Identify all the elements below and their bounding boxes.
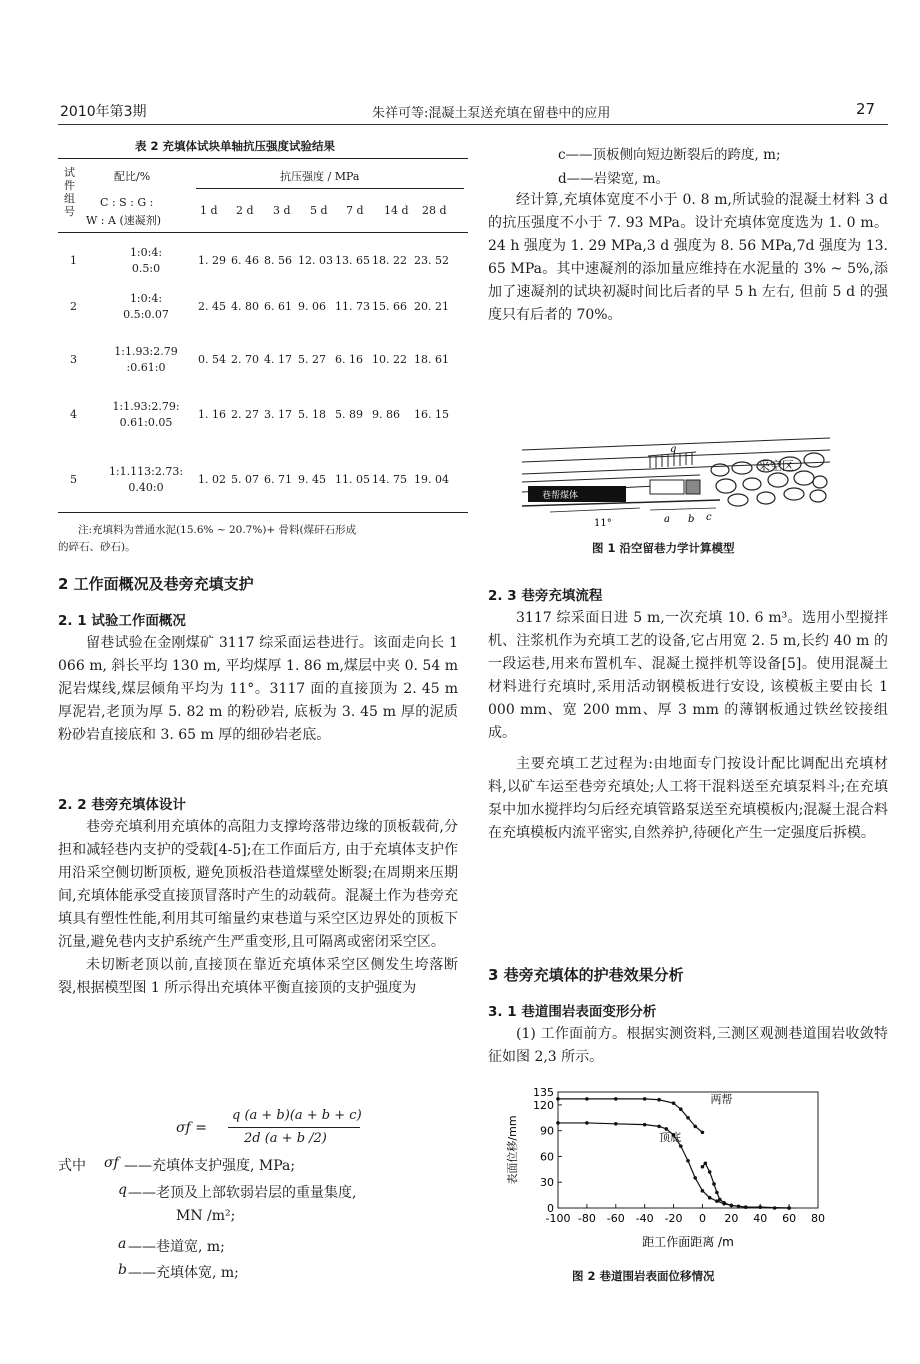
table-cell-value: 0. 54: [198, 353, 226, 366]
section-2-3-paragraph-2: 主要充填工艺过程为:由地面专门按设计配比调配出充填材料,以矿车运至巷旁充填处;人工将干混料送至充填泵料斗;在充填泵中加水搅拌均匀后经充填管路泵送至充填模板内;混凝土混合料在充填模板内流平密实,自然养护,待硬化产生一定强度后拆模。: [488, 756, 888, 841]
label-angle: 11°: [594, 518, 612, 529]
label-a: a: [664, 514, 670, 525]
x-tick-label: -40: [635, 1212, 654, 1225]
table-col-group-label: 试件组号: [64, 166, 75, 218]
table-row-ratio-line2: 0.40:0: [128, 481, 164, 494]
section-2-3-body: [488, 607, 888, 845]
table-cell-value: 15. 66: [372, 300, 407, 313]
table-row-id: 4: [70, 408, 77, 421]
label-pillar: 巷帮煤体: [542, 491, 579, 501]
table-cell-value: 20. 21: [414, 300, 449, 313]
data-point: [643, 1123, 647, 1127]
section-2-1-paragraph: 留巷试验在金刚煤矿 3117 综采面运巷进行。该面走向长 1 066 m, 斜长平均 130 m, 平均煤厚 1. 86 m,煤层中夹 0. 54 m 泥岩煤线,煤层倾角平均为 11°。3117 面的直接顶为 2. 45 m 厚泥岩,老顶为厚 5. 82 m 的粉砂岩, 底板为 3. 45 m 厚的泥质粉砂岩直接底和 3. 65 m 厚的细砂岩老底。: [58, 635, 458, 743]
formula-numerator: q (a + b)(a + b + c): [232, 1108, 362, 1123]
x-tick-label: 0: [698, 1212, 706, 1225]
data-point: [614, 1122, 618, 1126]
table-day-header: 5 d: [310, 204, 328, 217]
figure-1-model: [520, 430, 832, 530]
figure-2-chart: [496, 1080, 846, 1275]
definition-text: ——充填体宽, m;: [128, 1265, 239, 1281]
table-row-ratio-line1: 1:1.113:2.73:: [108, 465, 184, 478]
table-cell-value: 9. 86: [372, 408, 400, 421]
table-row-ratio-line2: 0.61:0.05: [119, 416, 173, 429]
y-tick-label: 135: [533, 1086, 554, 1099]
table-strength-subrule: [196, 188, 464, 189]
table-col-ratio-label: 配比/%: [114, 170, 151, 183]
data-point: [744, 1205, 748, 1209]
definition-text: ——巷道宽, m;: [128, 1239, 225, 1255]
data-point: [585, 1097, 589, 1101]
x-tick-label: 40: [753, 1212, 768, 1225]
figure-1-caption: 图 1 沿空留巷力学计算模型: [592, 541, 735, 555]
series-line: [558, 1099, 702, 1133]
x-tick-label: -100: [545, 1212, 571, 1225]
table-header-rule: [58, 232, 468, 233]
def-c: c——顶板侧向短边断裂后的跨度, m;: [558, 147, 781, 163]
section-2-title: 2 工作面概况及巷旁充填支护: [58, 575, 254, 593]
table-cell-value: 14. 75: [372, 473, 407, 486]
data-point: [686, 1116, 690, 1120]
table-caption: 表 2 充填体试块单轴抗压强度试验结果: [135, 139, 336, 153]
table-cell-value: 12. 03: [298, 254, 333, 267]
x-tick-label: 60: [782, 1212, 797, 1225]
table-cell-value: 11. 05: [335, 473, 370, 486]
table-cell-value: 16. 15: [414, 408, 449, 421]
definition-text: ——老顶及上部软弱岩层的重量集度,: [128, 1185, 357, 1201]
table-row-id: 1: [70, 254, 77, 267]
section-2-2-title: 2. 2 巷旁充填体设计: [58, 797, 186, 813]
table-row-ratio-line2: :0.61:0: [126, 361, 166, 374]
section-2-2-paragraph-1: 巷旁充填利用充填体的高阻力支撑垮落带边缘的顶板载荷,分担和减轻巷内支护的受载[4-5];在工作面后方, 由于充填体支护作用沿采空侧切断顶板, 避免顶板沿巷道煤壁处断裂;在周期来压期间,充填体能承受直接顶冒落时产生的动载荷。混凝土作为巷旁充填具有塑性性能,利用其可缩量约束巷道与采空区边界处的顶板下沉量,避免巷内支护系统产生严重变形,且可隔离或密闭采空区。: [58, 819, 458, 950]
formula-fraction-bar: [228, 1127, 360, 1128]
data-point: [585, 1121, 589, 1125]
header-title: 朱祥可等:混凝土泵送充填在留巷中的应用: [372, 106, 611, 121]
x-axis-label: 距工作面距离 /m: [642, 1235, 734, 1249]
plot-frame: [558, 1092, 818, 1208]
definition-text: MN /m²;: [176, 1208, 236, 1224]
table-cell-value: 5. 07: [231, 473, 259, 486]
table-day-header: 3 d: [273, 204, 291, 217]
data-point: [701, 1131, 705, 1135]
figure-2-caption: 图 2 巷道围岩表面位移情况: [572, 1269, 715, 1283]
section-2-2-body: [58, 816, 458, 1000]
table-cell-value: 4. 80: [231, 300, 259, 313]
table-row-id: 3: [70, 353, 77, 366]
table-cell-value: 13. 65: [335, 254, 370, 267]
data-point: [722, 1201, 726, 1205]
section-2-3-paragraph-1: 3117 综采面日进 5 m,一次充填 10. 6 m³。选用小型搅拌机、注浆机作为充填工艺的设备,它占用宽 2. 5 m,长约 40 m 的一段运巷,用来布置机车、混凝土搅拌机等设备[5]。使用混凝土材料进行充填时,采用活动钢模板进行安设, 该模板主要由长 1 000 mm、宽 200 mm、厚 3 mm 的薄钢板通过铁丝铰接组成。: [488, 610, 888, 741]
table-row-ratio-line1: 1:1.93:2.79:: [112, 400, 180, 413]
table-cell-value: 19. 04: [414, 473, 449, 486]
section-3-1-title: 3. 1 巷道围岩表面变形分析: [488, 1004, 657, 1020]
y-tick-label: 90: [540, 1124, 554, 1138]
table-cell-value: 3. 17: [264, 408, 292, 421]
table-cell-value: 6. 71: [264, 473, 292, 486]
y-tick-label: 30: [540, 1176, 554, 1190]
data-point: [657, 1125, 661, 1129]
definition-text: ——充填体支护强度, MPa;: [124, 1158, 296, 1174]
data-point: [556, 1121, 560, 1125]
table-col-ratio-sub1: C : S : G :: [100, 196, 154, 209]
table-cell-value: 1. 29: [198, 254, 226, 267]
table-cell-value: 6. 46: [231, 254, 259, 267]
series-label: 顶底: [659, 1130, 682, 1144]
table-cell-value: 2. 27: [231, 408, 259, 421]
definition-symbol: a: [118, 1236, 127, 1252]
data-point: [556, 1097, 560, 1101]
section-2-2-paragraph-2: 未切断老顶以前,直接顶在靠近充填体采空区侧发生垮落断裂,根据模型图 1 所示得出充填体平衡直接顶的支护强度为: [58, 957, 458, 996]
header-issue: 2010年第3期: [60, 104, 147, 120]
data-point: [693, 1125, 697, 1129]
table-cell-value: 8. 56: [264, 254, 292, 267]
table-cell-value: 23. 52: [414, 254, 449, 267]
y-tick-label: 60: [540, 1150, 554, 1164]
label-goaf: 采空区: [758, 459, 795, 473]
table-note-line2: 的碎石、砂石)。: [58, 541, 136, 553]
y-tick-label: 120: [533, 1098, 554, 1112]
data-point: [730, 1204, 734, 1208]
definition-symbol: q: [118, 1182, 127, 1198]
x-tick-label: -20: [664, 1212, 683, 1225]
section-2-1-title: 2. 1 试验工作面概况: [58, 613, 186, 629]
table-cell-value: 1. 16: [198, 408, 226, 421]
table-cell-value: 5. 27: [298, 353, 326, 366]
definition-symbol: b: [118, 1262, 127, 1278]
table-note-line1: 注:充填料为普通水泥(15.6% ~ 20.7%)+ 骨料(煤矸石形成: [78, 524, 357, 536]
header-rule: [58, 124, 888, 125]
section-3-1-paragraph: (1) 工作面前方。根据实测资料,三测区观测巷道围岩收敛特征如图 2,3 所示。: [488, 1026, 888, 1065]
formula-lhs: σf =: [176, 1120, 207, 1136]
roadway: [650, 480, 684, 494]
data-point: [701, 1189, 705, 1193]
section-2-3-title: 2. 3 巷旁充填流程: [488, 588, 603, 604]
table-cell-value: 6. 61: [264, 300, 292, 313]
data-point: [643, 1097, 647, 1101]
table-day-header: 14 d: [384, 204, 409, 217]
table-col-ratio-sub2: W : A (速凝剂): [86, 214, 162, 227]
table-cell-value: 18. 61: [414, 353, 449, 366]
definition-symbol: σf: [104, 1155, 119, 1171]
y-axis-label: 表面位移/mm: [506, 1115, 519, 1185]
label-b: b: [688, 514, 695, 525]
formula-denominator: 2d (a + b /2): [244, 1131, 327, 1146]
table-col-strength-label: 抗压强度 / MPa: [280, 170, 360, 183]
data-point: [708, 1196, 712, 1200]
data-point: [704, 1162, 708, 1166]
def-d: d——岩梁宽, m。: [558, 171, 670, 187]
where-label: 式中: [58, 1158, 86, 1174]
data-point: [712, 1182, 716, 1186]
y-tick-label: 0: [547, 1202, 554, 1215]
table-row-ratio-line1: 1:0:4:: [129, 292, 163, 305]
table-day-header: 28 d: [422, 204, 447, 217]
table-cell-value: 18. 22: [372, 254, 407, 267]
label-q: q: [670, 444, 677, 455]
calc-body: [488, 189, 888, 327]
table-row-id: 2: [70, 300, 77, 313]
label-c: c: [706, 512, 712, 523]
data-point: [715, 1191, 719, 1195]
table-cell-value: 2. 70: [231, 353, 259, 366]
section-2-1-body: [58, 632, 458, 747]
table-cell-value: 10. 22: [372, 353, 407, 366]
table-row-ratio-line2: 0.5:0.07: [123, 308, 169, 321]
data-point: [787, 1206, 791, 1210]
data-point: [701, 1165, 705, 1169]
table-bottom-rule: [58, 512, 468, 513]
table-cell-value: 1. 02: [198, 473, 226, 486]
table-top-rule: [58, 158, 468, 159]
table-cell-value: 9. 06: [298, 300, 326, 313]
table-row-ratio-line2: 0.5:0: [131, 262, 161, 275]
data-point: [679, 1144, 683, 1148]
table-row-ratio-line1: 1:0:4:: [129, 246, 163, 259]
data-point: [693, 1176, 697, 1180]
data-point: [679, 1107, 683, 1111]
page-number: 27: [856, 100, 876, 118]
section-3-1-body: [488, 1023, 888, 1069]
table-cell-value: 9. 45: [298, 473, 326, 486]
table-cell-value: 6. 16: [335, 353, 363, 366]
table-cell-value: 11. 73: [335, 300, 370, 313]
x-tick-label: -80: [577, 1212, 596, 1225]
table-cell-value: 5. 89: [335, 408, 363, 421]
data-point: [672, 1101, 676, 1105]
data-point: [718, 1198, 722, 1202]
table-cell-value: 2. 45: [198, 300, 226, 313]
calc-paragraph: 经计算,充填体宽度不小于 0. 8 m,所试验的混凝土材料 3 d 的抗压强度不小于 7. 93 MPa。设计充填体宽度选为 1. 0 m。24 h 强度为 1. 29 MPa,3 d 强度为 8. 56 MPa,7d 强度为 13. 65 MPa。其中速凝剂的添加量应维持在水泥量的 3% ~ 5%,添加了速凝剂的试块初凝时间比后者的早 5 h 左右, 但前 5 d 的强度只有后者的 70%。: [488, 192, 888, 323]
table-day-header: 1 d: [200, 204, 218, 217]
x-tick-label: 20: [724, 1212, 739, 1225]
table-day-header: 7 d: [346, 204, 364, 217]
table-cell-value: 4. 17: [264, 353, 292, 366]
filling-body: [686, 480, 700, 494]
x-tick-label: -60: [606, 1212, 625, 1225]
data-point: [657, 1098, 661, 1102]
data-point: [686, 1159, 690, 1163]
data-point: [708, 1170, 712, 1174]
table-row-id: 5: [70, 473, 77, 486]
data-point: [614, 1097, 618, 1101]
table-row-ratio-line1: 1:1.93:2.79: [114, 345, 178, 358]
data-point: [758, 1205, 762, 1209]
table-day-header: 2 d: [236, 204, 254, 217]
x-tick-label: 80: [811, 1212, 825, 1225]
table-cell-value: 5. 18: [298, 408, 326, 421]
section-3-title: 3 巷旁充填体的护巷效果分析: [488, 966, 684, 984]
series-label: 两帮: [710, 1092, 733, 1106]
